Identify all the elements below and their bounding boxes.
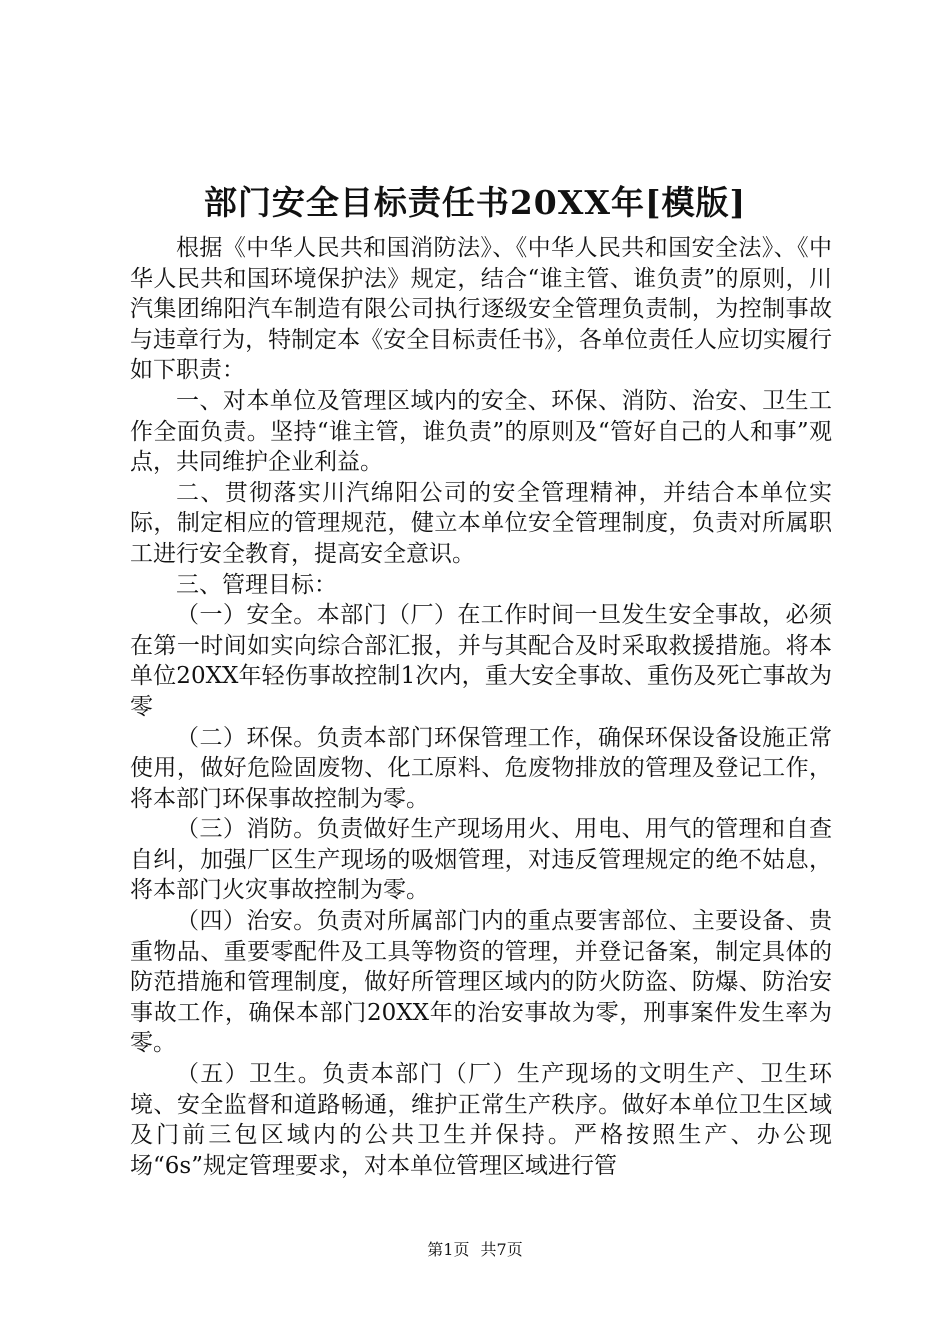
page-total: 共7页	[480, 1240, 523, 1259]
document-title: 部门安全目标责任书20XX年[模版]	[203, 183, 747, 222]
paragraph-hygiene: （五）卫生。负责本部门（厂）生产现场的文明生产、卫生环境、安全监督和道路畅通，维护正常生产秩序。做好本单位卫生区域及门前三包区域内的公共卫生并保持。严格按照生产、办公现场“6s”规定管理要求，对本单位管理区域进行管	[130, 1061, 832, 1179]
page-footer	[0, 1238, 950, 1262]
paragraph-item-1: 一、对本单位及管理区域内的安全、环保、消防、治安、卫生工作全面负责。坚持“谁主管，谁负责”的原则及“管好自己的人和事”观点，共同维护企业利益。	[130, 387, 832, 476]
paragraph-fire: （三）消防。负责做好生产现场用火、用电、用气的管理和自查自纠，加强厂区生产现场的吸烟管理，对违反管理规定的绝不姑息，将本部门火灾事故控制为零。	[130, 816, 832, 904]
paragraph-item-3-heading: 三、管理目标：	[176, 571, 337, 598]
paragraph-intro: 根据《中华人民共和国消防法》、《中华人民共和国安全法》、《中华人民共和国环境保护法》规定，结合“谁主管、谁负责”的原则，川汽集团绵阳汽车制造有限公司执行逐级安全管理负责制，为控制事故与违章行为，特制定本《安全目标责任书》，各单位责任人应切实履行如下职责：	[130, 235, 832, 384]
paragraph-item-2: 二、贯彻落实川汽绵阳公司的安全管理精神，并结合本单位实际，制定相应的管理规范，健立本单位安全管理制度，负责对所属职工进行安全教育，提高安全意识。	[130, 479, 832, 567]
paragraph-security: （四）治安。负责对所属部门内的重点要害部位、主要设备、贵重物品、重要零配件及工具等物资的管理，并登记备案，制定具体的防范措施和管理制度，做好所管理区域内的防火防盗、防爆、防治安事故工作，确保本部门20XX年的治安事故为零，刑事案件发生率为零。	[130, 908, 832, 1057]
paragraph-environment: （二）环保。负责本部门环保管理工作，确保环保设备设施正常使用，做好危险固废物、化工原料、危废物排放的管理及登记工作，将本部门环保事故控制为零。	[130, 724, 832, 812]
page-number: 第1页	[427, 1240, 470, 1259]
document-body	[130, 233, 832, 1181]
paragraph-safety: （一）安全。本部门（厂）在工作时间一旦发生安全事故，必须在第一时间如实向综合部汇报，并与其配合及时采取救援措施。将本单位20XX年轻伤事故控制1次内，重大安全事故、重伤及死亡事故为零	[130, 602, 832, 720]
